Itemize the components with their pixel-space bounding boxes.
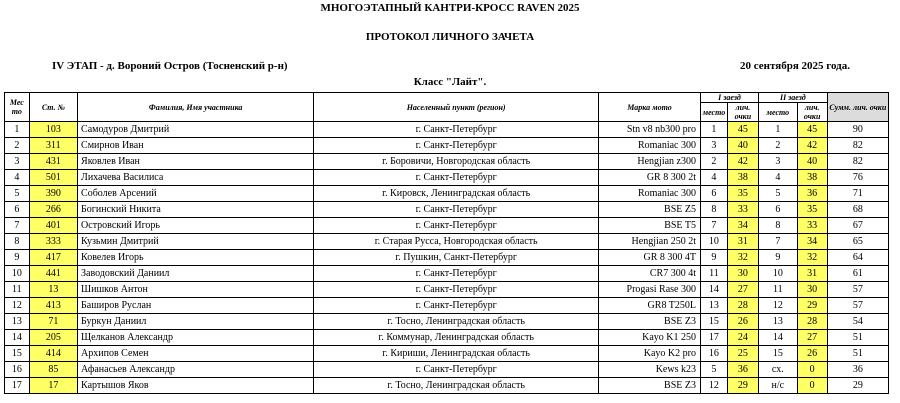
cell-race1-place: 15 [700, 314, 727, 330]
cell-place: 5 [5, 186, 30, 202]
table-row [5, 138, 889, 154]
cell-moto-brand: Progasi Rase 300 [598, 282, 700, 298]
cell-place: 14 [5, 330, 30, 346]
table-header-row [5, 93, 889, 103]
cell-city: г. Санкт-Петербург [314, 282, 599, 298]
table-row [5, 154, 889, 170]
cell-race1-place: 3 [700, 138, 727, 154]
cell-total-points: 82 [827, 138, 888, 154]
header-name: Фамилия, Имя участника [78, 93, 314, 122]
cell-place: 12 [5, 298, 30, 314]
cell-race2-points: 45 [797, 122, 827, 138]
cell-race2-place: 10 [758, 266, 797, 282]
table-row [5, 362, 889, 378]
cell-moto-brand: Hengjian z300 [598, 154, 700, 170]
cell-race1-place: 5 [700, 362, 727, 378]
cell-race1-place: 16 [700, 346, 727, 362]
cell-total-points: 65 [827, 234, 888, 250]
cell-moto-brand: Stn v8 nb300 pro [598, 122, 700, 138]
cell-race2-place: 5 [758, 186, 797, 202]
cell-race2-place: сх. [758, 362, 797, 378]
class-label: Класс "Лайт". [413, 76, 487, 88]
table-row [5, 234, 889, 250]
cell-total-points: 67 [827, 218, 888, 234]
cell-race2-points: 33 [797, 218, 827, 234]
cell-race1-place: 1 [700, 122, 727, 138]
cell-city: г. Боровичи, Новгородская область [314, 154, 599, 170]
event-date: 20 сентября 2025 года. [740, 60, 850, 72]
cell-city: г. Тосно, Ленинградская область [314, 378, 599, 394]
cell-race1-place: 12 [700, 378, 727, 394]
cell-moto-brand: Romaniac 300 [598, 138, 700, 154]
cell-place: 17 [5, 378, 30, 394]
cell-race2-place: 12 [758, 298, 797, 314]
cell-race1-place: 6 [700, 186, 727, 202]
cell-start-number: 417 [29, 250, 77, 266]
header-race2-place: место [758, 103, 797, 122]
cell-total-points: 36 [827, 362, 888, 378]
cell-race1-place: 2 [700, 154, 727, 170]
cell-participant-name: Ковелев Игорь [78, 250, 314, 266]
header-sum: Сумм. лич. очки [827, 93, 888, 122]
cell-moto-brand: Kayo K1 250 [598, 330, 700, 346]
cell-race1-points: 27 [727, 282, 758, 298]
cell-start-number: 85 [29, 362, 77, 378]
cell-participant-name: Смирнов Иван [78, 138, 314, 154]
cell-city: г. Санкт-Петербург [314, 122, 599, 138]
cell-start-number: 431 [29, 154, 77, 170]
cell-city: г. Санкт-Петербург [314, 170, 599, 186]
cell-race2-points: 0 [797, 362, 827, 378]
table-row [5, 378, 889, 394]
cell-total-points: 61 [827, 266, 888, 282]
cell-race1-points: 38 [727, 170, 758, 186]
header-race1-place: место [700, 103, 727, 122]
cell-race2-place: 6 [758, 202, 797, 218]
cell-race2-place: 13 [758, 314, 797, 330]
cell-moto-brand: BSE Z5 [598, 202, 700, 218]
cell-total-points: 29 [827, 378, 888, 394]
cell-start-number: 401 [29, 218, 77, 234]
cell-place: 1 [5, 122, 30, 138]
cell-participant-name: Яковлев Иван [78, 154, 314, 170]
protocol-title: МНОГОЭТАПНЫЙ КАНТРИ-КРОСС RAVEN 2025 [320, 2, 580, 14]
cell-race2-points: 27 [797, 330, 827, 346]
cell-place: 4 [5, 170, 30, 186]
cell-participant-name: Афанасьев Александр [78, 362, 314, 378]
cell-race2-points: 36 [797, 186, 827, 202]
cell-place: 7 [5, 218, 30, 234]
cell-start-number: 390 [29, 186, 77, 202]
cell-place: 11 [5, 282, 30, 298]
cell-race1-place: 11 [700, 266, 727, 282]
cell-race2-place: 8 [758, 218, 797, 234]
cell-total-points: 76 [827, 170, 888, 186]
cell-race1-points: 40 [727, 138, 758, 154]
cell-start-number: 333 [29, 234, 77, 250]
cell-race1-points: 28 [727, 298, 758, 314]
cell-participant-name: Буркун Даниил [78, 314, 314, 330]
cell-city: г. Санкт-Петербург [314, 138, 599, 154]
cell-race1-points: 42 [727, 154, 758, 170]
table-row [5, 186, 889, 202]
header-city: Населенный пункт (регион) [314, 93, 599, 122]
cell-race1-points: 29 [727, 378, 758, 394]
header-race1-points: лич. очки [727, 103, 758, 122]
cell-race1-points: 25 [727, 346, 758, 362]
cell-race1-place: 10 [700, 234, 727, 250]
table-row [5, 202, 889, 218]
cell-race2-place: 2 [758, 138, 797, 154]
cell-city: г. Старая Русса, Новгородская область [314, 234, 599, 250]
table-row [5, 122, 889, 138]
cell-participant-name: Шишков Антон [78, 282, 314, 298]
cell-start-number: 266 [29, 202, 77, 218]
cell-participant-name: Баширов Руслан [78, 298, 314, 314]
cell-total-points: 82 [827, 154, 888, 170]
cell-race2-place: 14 [758, 330, 797, 346]
cell-race2-place: 4 [758, 170, 797, 186]
table-row [5, 314, 889, 330]
cell-race1-place: 9 [700, 250, 727, 266]
cell-race2-points: 30 [797, 282, 827, 298]
cell-total-points: 68 [827, 202, 888, 218]
cell-place: 15 [5, 346, 30, 362]
cell-city: г. Санкт-Петербург [314, 218, 599, 234]
cell-participant-name: Островский Игорь [78, 218, 314, 234]
cell-race2-points: 42 [797, 138, 827, 154]
cell-place: 6 [5, 202, 30, 218]
cell-participant-name: Кузьмин Дмитрий [78, 234, 314, 250]
cell-start-number: 205 [29, 330, 77, 346]
cell-race1-points: 31 [727, 234, 758, 250]
cell-race2-place: 1 [758, 122, 797, 138]
cell-race1-points: 45 [727, 122, 758, 138]
cell-race1-place: 8 [700, 202, 727, 218]
cell-race2-place: 3 [758, 154, 797, 170]
cell-race2-points: 38 [797, 170, 827, 186]
cell-race2-place: 7 [758, 234, 797, 250]
cell-total-points: 54 [827, 314, 888, 330]
cell-moto-brand: GR 8 300 2t [598, 170, 700, 186]
cell-race1-points: 36 [727, 362, 758, 378]
cell-start-number: 414 [29, 346, 77, 362]
table-row [5, 346, 889, 362]
cell-start-number: 311 [29, 138, 77, 154]
cell-total-points: 57 [827, 298, 888, 314]
cell-participant-name: Соболев Арсений [78, 186, 314, 202]
cell-city: г. Кировск, Ленинградская область [314, 186, 599, 202]
cell-participant-name: Картышов Яков [78, 378, 314, 394]
table-row [5, 330, 889, 346]
cell-race1-points: 26 [727, 314, 758, 330]
results-table [4, 92, 889, 394]
cell-place: 9 [5, 250, 30, 266]
cell-total-points: 51 [827, 330, 888, 346]
cell-race2-points: 34 [797, 234, 827, 250]
cell-start-number: 103 [29, 122, 77, 138]
cell-city: г. Пушкин, Санкт-Петербург [314, 250, 599, 266]
cell-start-number: 413 [29, 298, 77, 314]
cell-race1-points: 32 [727, 250, 758, 266]
cell-city: г. Санкт-Петербург [314, 202, 599, 218]
cell-start-number: 441 [29, 266, 77, 282]
cell-participant-name: Богинский Никита [78, 202, 314, 218]
cell-place: 13 [5, 314, 30, 330]
cell-city: г. Санкт-Петербург [314, 266, 599, 282]
cell-participant-name: Архипов Семен [78, 346, 314, 362]
cell-race2-points: 40 [797, 154, 827, 170]
cell-start-number: 501 [29, 170, 77, 186]
table-row [5, 218, 889, 234]
cell-race2-points: 0 [797, 378, 827, 394]
cell-participant-name: Лихачева Василиса [78, 170, 314, 186]
cell-place: 2 [5, 138, 30, 154]
protocol-subtitle: ПРОТОКОЛ ЛИЧНОГО ЗАЧЕТА [365, 31, 535, 43]
cell-total-points: 64 [827, 250, 888, 266]
cell-moto-brand: GR8 T250L [598, 298, 700, 314]
cell-total-points: 71 [827, 186, 888, 202]
cell-race2-points: 31 [797, 266, 827, 282]
cell-race2-points: 28 [797, 314, 827, 330]
table-row [5, 298, 889, 314]
cell-moto-brand: Romaniac 300 [598, 186, 700, 202]
stage-label: IV ЭТАП - д. Вороний Остров (Тосненский р-н) [52, 60, 288, 72]
cell-race1-place: 14 [700, 282, 727, 298]
cell-participant-name: Щелканов Александр [78, 330, 314, 346]
cell-race2-place: н/с [758, 378, 797, 394]
cell-place: 3 [5, 154, 30, 170]
table-row [5, 250, 889, 266]
cell-race1-points: 30 [727, 266, 758, 282]
cell-participant-name: Заводовский Даниил [78, 266, 314, 282]
cell-race2-place: 11 [758, 282, 797, 298]
header-race1: I заезд [700, 93, 758, 103]
cell-moto-brand: BSE T5 [598, 218, 700, 234]
cell-start-number: 13 [29, 282, 77, 298]
cell-race1-points: 24 [727, 330, 758, 346]
cell-race1-points: 34 [727, 218, 758, 234]
cell-race2-points: 26 [797, 346, 827, 362]
cell-participant-name: Самодуров Дмитрий [78, 122, 314, 138]
header-number: Ст. № [29, 93, 77, 122]
cell-race2-place: 15 [758, 346, 797, 362]
cell-moto-brand: Kews k23 [598, 362, 700, 378]
cell-city: г. Санкт-Петербург [314, 298, 599, 314]
cell-total-points: 57 [827, 282, 888, 298]
header-moto: Марка мото [598, 93, 700, 122]
cell-city: г. Тосно, Ленинградская область [314, 314, 599, 330]
header-race2-points: лич. очки [797, 103, 827, 122]
cell-start-number: 17 [29, 378, 77, 394]
header-race2: II заезд [758, 93, 827, 103]
cell-race1-place: 13 [700, 298, 727, 314]
cell-place: 8 [5, 234, 30, 250]
table-row [5, 170, 889, 186]
cell-total-points: 90 [827, 122, 888, 138]
cell-total-points: 51 [827, 346, 888, 362]
cell-race1-place: 17 [700, 330, 727, 346]
cell-race2-points: 29 [797, 298, 827, 314]
cell-place: 10 [5, 266, 30, 282]
cell-race2-points: 35 [797, 202, 827, 218]
cell-moto-brand: CR7 300 4t [598, 266, 700, 282]
cell-moto-brand: Hengjian 250 2t [598, 234, 700, 250]
cell-race1-place: 7 [700, 218, 727, 234]
cell-race2-points: 32 [797, 250, 827, 266]
cell-moto-brand: BSE Z3 [598, 378, 700, 394]
table-row [5, 266, 889, 282]
cell-city: г. Коммунар, Ленинградская область [314, 330, 599, 346]
cell-city: г. Санкт-Петербург [314, 362, 599, 378]
cell-race1-place: 4 [700, 170, 727, 186]
cell-start-number: 71 [29, 314, 77, 330]
cell-moto-brand: GR 8 300 4T [598, 250, 700, 266]
header-place: Мес то [5, 93, 30, 122]
cell-moto-brand: BSE Z3 [598, 314, 700, 330]
cell-city: г. Кириши, Ленинградская область [314, 346, 599, 362]
table-row [5, 282, 889, 298]
cell-race1-points: 33 [727, 202, 758, 218]
cell-moto-brand: Kayo K2 pro [598, 346, 700, 362]
cell-race1-points: 35 [727, 186, 758, 202]
cell-race2-place: 9 [758, 250, 797, 266]
cell-place: 16 [5, 362, 30, 378]
